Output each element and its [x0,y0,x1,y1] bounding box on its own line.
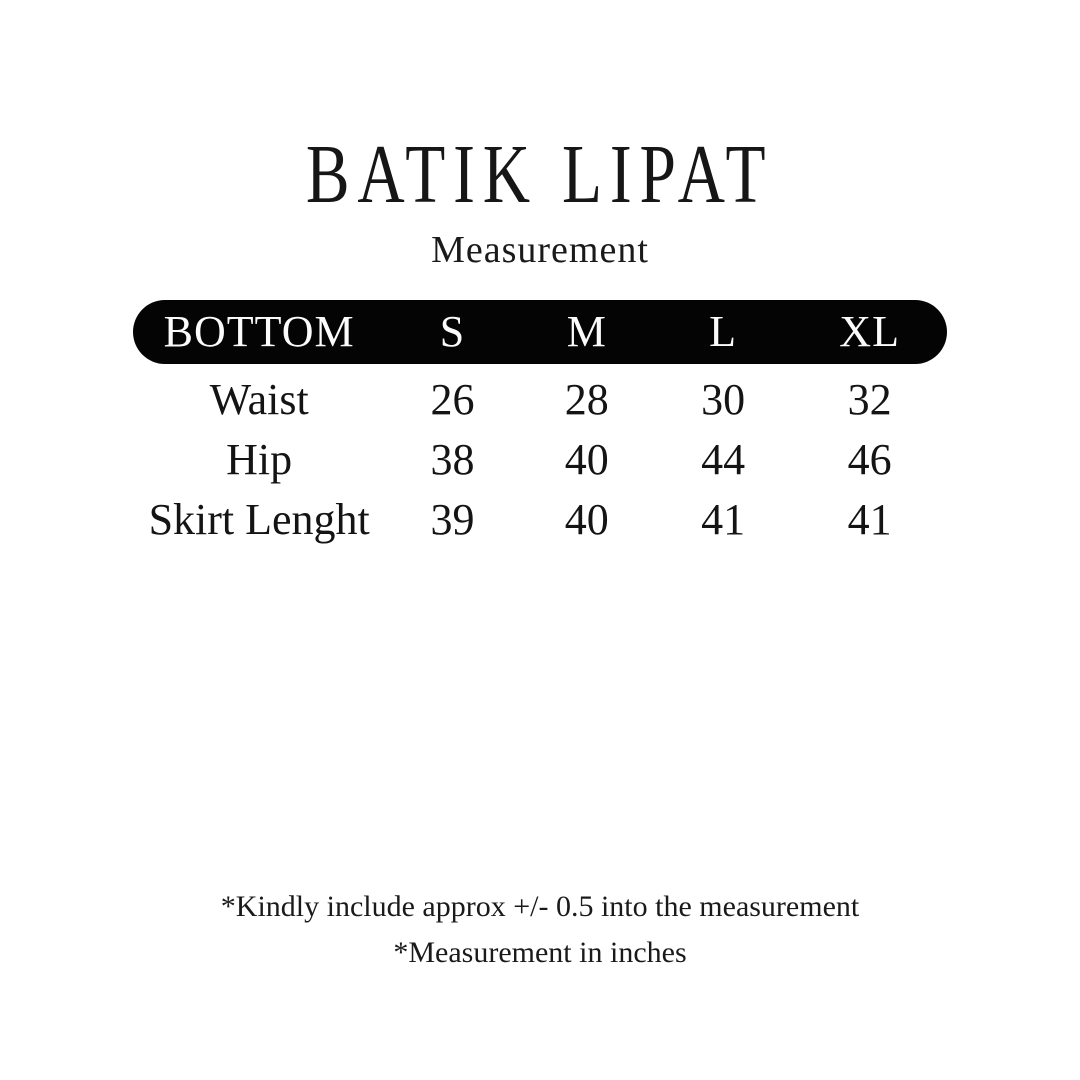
row-label: Waist [209,375,309,424]
table-row-skirt-length [133,490,947,550]
value-cell: 38 [430,435,475,484]
value-cell: 39 [430,495,475,544]
table-row-waist [133,370,947,430]
header-cell-size-m: M [566,307,607,356]
header-cell-size-s: S [439,307,466,356]
header-cell-size-xl: XL [839,307,900,356]
header-cell-bottom: BOTTOM [163,307,355,356]
value-cell: 41 [701,495,746,544]
page-title [0,128,1080,220]
value-cell: 40 [564,435,609,484]
page-subtitle: Measurement [431,229,649,271]
value-cell: 32 [847,375,892,424]
table-row-hip [133,430,947,490]
footnotes [0,884,1080,976]
header-cell-size-l: L [709,307,738,356]
footnote-tolerance: *Kindly include approx +/- 0.5 into the measurement [220,890,860,923]
value-cell: 41 [847,495,892,544]
page-title-text: BATIK LIPAT [306,127,774,221]
table-body [133,370,947,550]
value-cell: 44 [701,435,746,484]
row-label: Hip [226,435,293,484]
value-cell: 46 [847,435,892,484]
measurement-table [133,300,947,550]
table-header-pill [133,300,947,364]
value-cell: 28 [564,375,609,424]
row-label: Skirt Lenght [148,495,370,544]
value-cell: 30 [701,375,746,424]
footnote-units: *Measurement in inches [393,936,687,969]
value-cell: 26 [430,375,475,424]
value-cell: 40 [564,495,609,544]
